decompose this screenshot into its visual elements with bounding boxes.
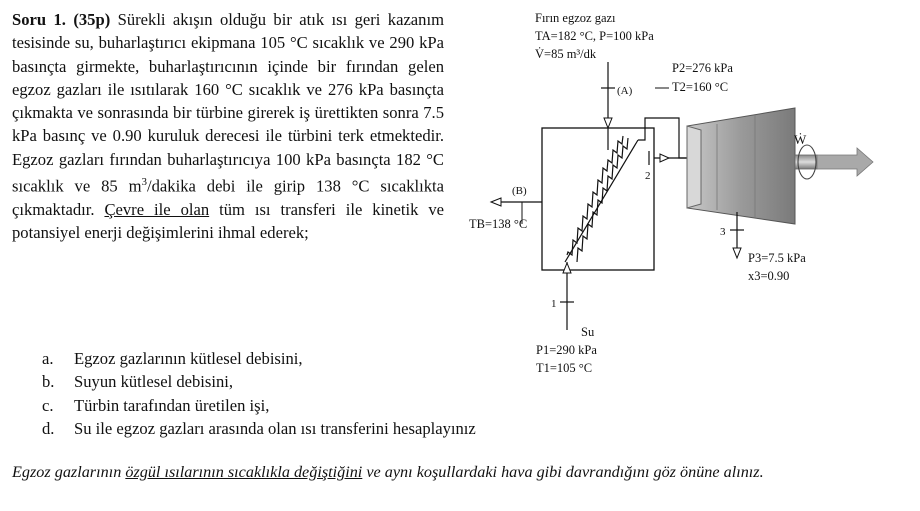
work-arrow <box>817 148 873 176</box>
evaporator-box <box>542 128 654 270</box>
steam-arrow <box>660 154 669 162</box>
question-b <box>42 370 476 393</box>
state-2-label: 2 <box>645 170 651 182</box>
exhaust-arrow <box>733 248 741 258</box>
problem-underlined: Çevre ile olan <box>104 199 210 219</box>
question-list <box>42 347 476 440</box>
P3-label: P3=7.5 kPa <box>748 251 806 265</box>
problem-statement <box>12 8 444 245</box>
question-c <box>42 394 476 417</box>
question-d <box>42 417 476 440</box>
assumption-note <box>12 461 892 484</box>
furnace-temperature: TA=182 °C, P=100 kPa <box>535 29 654 43</box>
question-text: Suyun kütlesel debisini, <box>74 372 234 392</box>
state-B-label: (B) <box>512 185 527 197</box>
T2-label: T2=160 °C <box>672 80 729 94</box>
water-inlet-arrow <box>563 263 571 273</box>
x3-label: x3=0.90 <box>748 269 790 283</box>
turbine-face <box>687 126 701 208</box>
process-diagram <box>455 0 915 390</box>
question-text: Egzoz gazlarının kütlesel debisini, <box>74 349 303 368</box>
question-letter: a. <box>42 349 54 368</box>
problem-text-3: tüm ısı transferi ile kinetik ve potansiyel enerji değişimlerini ihmal ederek; <box>12 199 444 243</box>
problem-text-2: /dakika debi ile girip 138 °C sıcaklıkta çıkmaktadır. <box>12 176 444 219</box>
work-label: Ẇ <box>794 132 807 147</box>
note-text-1: Egzoz gazlarının <box>12 463 126 481</box>
question-text: Türbin tarafından üretilen işi, <box>74 395 270 415</box>
gas-outlet-arrow <box>491 198 501 206</box>
P1-label: P1=290 kPa <box>536 343 597 357</box>
T1-label: T1=105 °C <box>536 361 593 375</box>
state-A-label: (A) <box>617 85 633 97</box>
superscript-3: 3 <box>141 176 148 189</box>
question-a <box>42 347 476 370</box>
steam-line <box>638 118 687 158</box>
gas-inlet-arrow <box>604 118 612 128</box>
question-letter: b. <box>42 372 55 392</box>
state-3-label: 3 <box>720 226 726 238</box>
note-text-2: ve aynı koşullardaki hava gibi davrandığını göz önüne alınız. <box>362 463 764 481</box>
heating-coil <box>567 136 623 255</box>
P2-label: P2=276 kPa <box>672 61 733 75</box>
furnace-title: Fırın egzoz gazı <box>535 11 616 25</box>
problem-text-1: Sürekli akışın olduğu bir atık ısı geri kazanım tesisinde su, buharlaştırıcı ekipmana 105 °C sıcaklık ve 290 kPa basınçta girmekte, buharlaştırıcının içinde bir fırından gelen egzoz gazları ile ısıtılarak 160 °C sıcaklık ve 276 kPa basınçta çıkmakta ve sonrasında bir türbine girerek iş ürettikten sonra 7.5 kPa basınç ve 0.90 kuruluk derecesi ile türbini terk etmektedir. Egzoz gazları fırından buharlaştırıcıya 100 kPa basınçta 182 °C sıcaklık ve 85 m <box>12 10 444 196</box>
question-text: Su ile egzoz gazları arasında olan ısı transferini hesaplayınız <box>74 418 476 438</box>
problem-title: Soru 1. (35p) <box>12 10 111 29</box>
TB-label: TB=138 °C <box>469 217 528 231</box>
state-1-label: 1 <box>551 298 557 310</box>
furnace-flowrate: V̇=85 m³/dk <box>535 47 597 61</box>
question-letter: c. <box>42 395 54 415</box>
question-letter: d. <box>42 418 55 438</box>
coil-tube <box>565 140 638 262</box>
turbine-body <box>687 108 795 224</box>
water-label: Su <box>581 325 595 339</box>
note-underlined: özgül ısılarının sıcaklıkla değiştiğini <box>125 463 363 481</box>
